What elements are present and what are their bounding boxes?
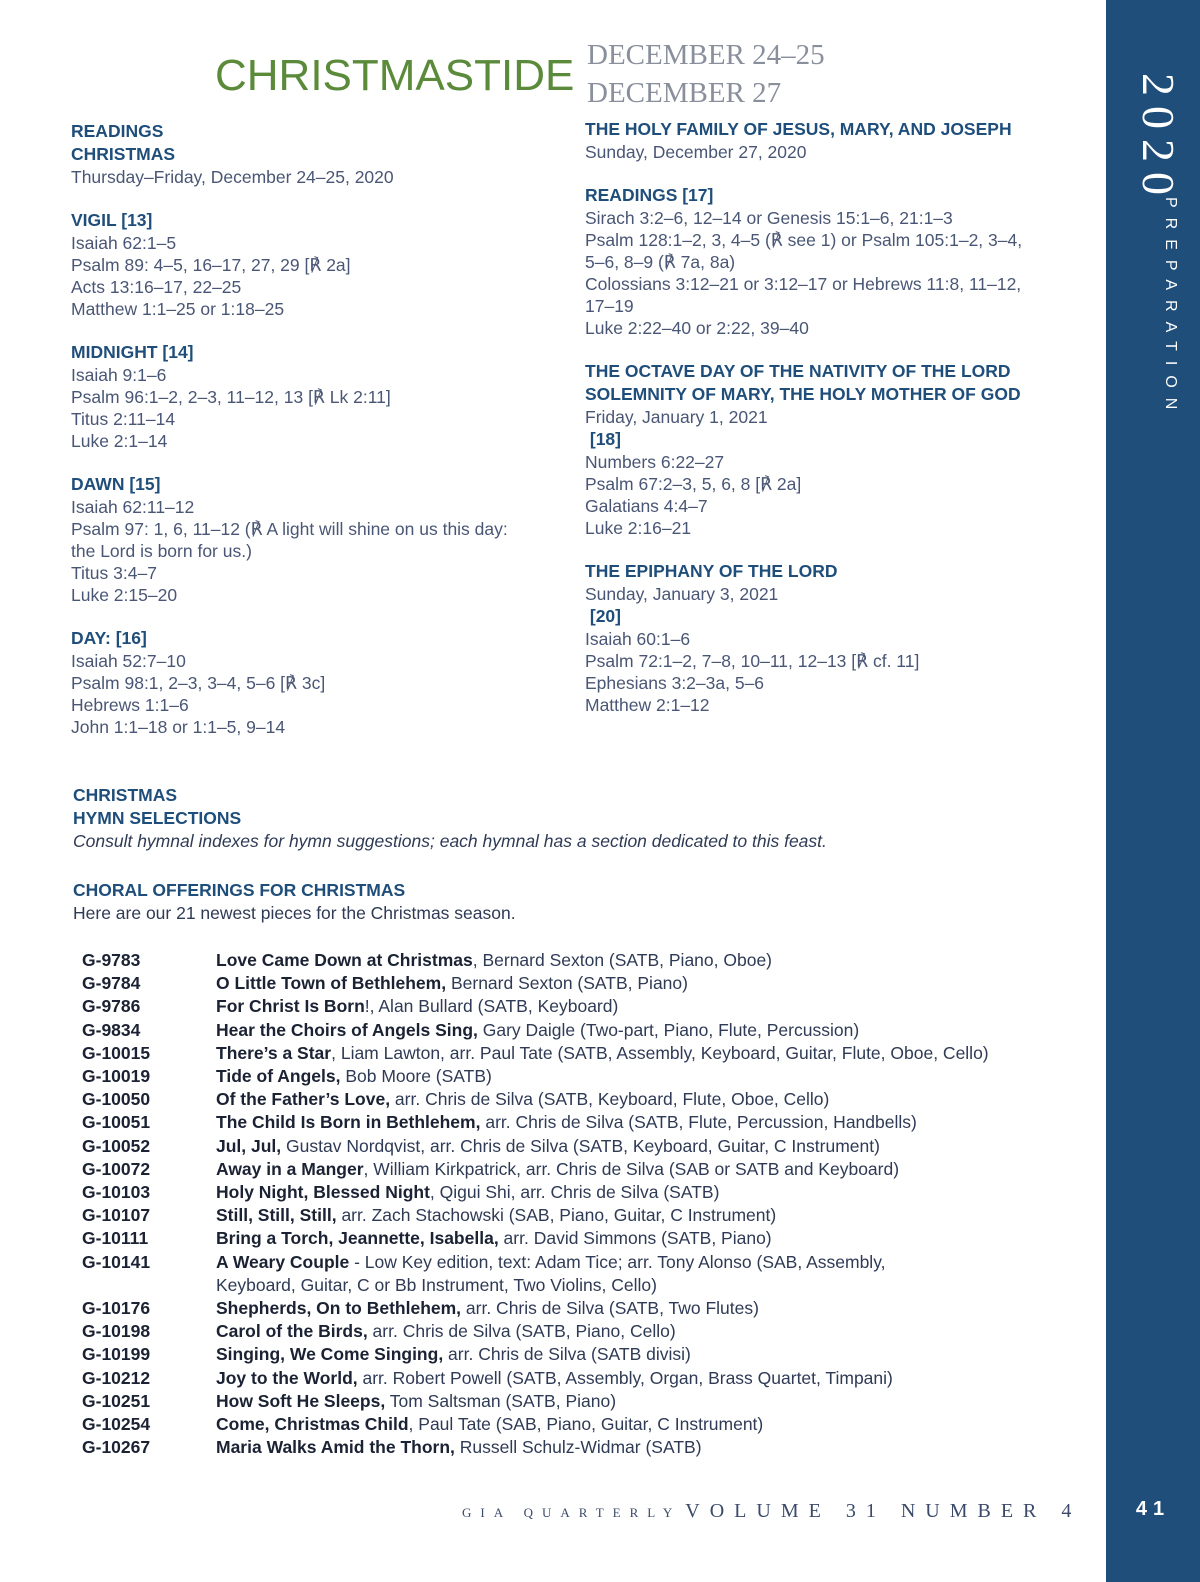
catalog-entry: [216, 949, 1082, 972]
midnight-heading: MIDNIGHT [14]: [71, 342, 194, 362]
catalog-details: arr. David Simmons (SATB, Piano): [498, 1228, 772, 1249]
reading-line: Numbers 6:22–27: [585, 452, 725, 472]
catalog-row: [82, 949, 1082, 972]
catalog-title: A Weary Couple: [216, 1251, 350, 1272]
catalog-row: [82, 1158, 1082, 1181]
reading-line: Isaiah 62:1–5: [71, 233, 177, 253]
catalog-code: G-10267: [82, 1437, 151, 1458]
catalog-row: [82, 1088, 1082, 1111]
catalog-row: [82, 1135, 1082, 1158]
catalog-row: [82, 1227, 1082, 1250]
catalog-row: [82, 1181, 1082, 1204]
hymns-heading-1: CHRISTMAS: [73, 785, 178, 805]
header-dates: [587, 36, 825, 112]
hymns-note: Consult hymnal indexes for hymn suggestions; each hymnal has a section dedicated to this feast.: [73, 831, 827, 851]
christmas-heading: CHRISTMAS: [71, 144, 176, 164]
readings-17-section: [585, 184, 1085, 339]
catalog-row: [82, 1297, 1082, 1320]
catalog-entry: [216, 1320, 1082, 1343]
catalog-title: Maria Walks Amid the Thorn,: [216, 1437, 455, 1458]
epiphany-section: [585, 560, 1085, 716]
catalog-details: Gary Daigle (Two-part, Piano, Flute, Percussion): [477, 1019, 860, 1040]
catalog-entry: [216, 1413, 1082, 1436]
dawn-section: [71, 473, 571, 606]
catalog-entry: [216, 1204, 1082, 1227]
catalog-details: Russell Schulz-Widmar (SATB): [454, 1437, 702, 1458]
catalog-entry: [216, 995, 1082, 1018]
catalog-entry: [216, 1181, 1082, 1204]
catalog-code: G-9784: [82, 973, 141, 994]
catalog-details: arr. Zach Stachowski (SAB, Piano, Guitar, C Instrument): [336, 1205, 777, 1226]
reading-line: Titus 2:11–14: [71, 409, 176, 429]
reading-line: the Lord is born for us.): [71, 541, 252, 561]
octave-heading-2: SOLEMNITY OF MARY, THE HOLY MOTHER OF GOD: [585, 384, 1021, 404]
catalog-row: [82, 1367, 1082, 1390]
catalog-entry: [216, 1227, 1082, 1250]
readings-17-heading: READINGS [17]: [585, 185, 714, 205]
catalog-title: How Soft He Sleeps,: [216, 1390, 386, 1411]
catalog-title: Joy to the World,: [216, 1367, 358, 1388]
catalog-details: , Qigui Shi, arr. Chris de Silva (SATB): [429, 1182, 720, 1203]
reading-line: Psalm 128:1–2, 3, 4–5 (℟ see 1) or Psalm 105:1–2, 3–4,: [585, 230, 1023, 250]
reading-line: Psalm 97: 1, 6, 11–12 (℟ A light will shine on us this day:: [71, 519, 508, 539]
catalog-entry: [216, 1297, 1082, 1320]
catalog-code: G-10019: [82, 1066, 151, 1087]
choral-catalog-list: [82, 949, 1082, 1459]
catalog-details: , Bernard Sexton (SATB, Piano, Oboe): [472, 950, 773, 970]
christmas-dates: Thursday–Friday, December 24–25, 2020: [71, 167, 394, 187]
catalog-code: G-9783: [82, 950, 141, 970]
epiphany-number: [20]: [585, 606, 621, 626]
reading-line: Galatians 4:4–7: [585, 496, 708, 516]
page-title: CHRISTMASTIDE: [215, 51, 575, 100]
right-column: [585, 118, 1085, 737]
catalog-row: [82, 1320, 1082, 1343]
catalog-title: Away in a Manger: [216, 1158, 364, 1179]
catalog-details: arr. Chris de Silva (SATB, Flute, Percussion, Handbells): [480, 1112, 917, 1133]
catalog-details: Bob Moore (SATB): [340, 1066, 492, 1087]
catalog-entry: [216, 1390, 1082, 1413]
reading-line: Acts 13:16–17, 22–25: [71, 277, 242, 297]
catalog-row: [82, 1251, 1082, 1297]
catalog-code: G-10141: [82, 1251, 151, 1272]
header-date-1: DECEMBER 24–25: [587, 39, 825, 71]
catalog-details: arr. Chris de Silva (SATB, Piano, Cello): [367, 1321, 676, 1342]
catalog-details: , Paul Tate (SAB, Piano, Guitar, C Instrument): [408, 1414, 764, 1435]
catalog-entry: [216, 1251, 1082, 1297]
catalog-details: arr. Chris de Silva (SATB, Two Flutes): [461, 1298, 759, 1319]
dawn-heading: DAWN [15]: [71, 474, 161, 494]
day-heading: DAY: [16]: [71, 628, 147, 648]
reading-line: Psalm 72:1–2, 7–8, 10–11, 12–13 [℟ cf. 11]: [585, 651, 920, 671]
catalog-row: [82, 1065, 1082, 1088]
reading-line: Psalm 89: 4–5, 16–17, 27, 29 [℟ 2a]: [71, 255, 351, 275]
reading-line: Psalm 67:2–3, 5, 6, 8 [℟ 2a]: [585, 474, 802, 494]
reading-line: Isaiah 9:1–6: [71, 365, 167, 385]
reading-line: Luke 2:22–40 or 2:22, 39–40: [585, 318, 809, 338]
reading-line: Colossians 3:12–21 or 3:12–17 or Hebrews 11:8, 11–12,: [585, 274, 1022, 294]
catalog-row: [82, 1019, 1082, 1042]
christmas-intro: [71, 120, 571, 188]
epiphany-date: Sunday, January 3, 2021: [585, 584, 779, 604]
octave-date: Friday, January 1, 2021: [585, 407, 768, 427]
catalog-details: arr. Chris de Silva (SATB divisi): [443, 1344, 691, 1365]
reading-line: Isaiah 60:1–6: [585, 629, 691, 649]
catalog-code: G-10198: [82, 1321, 151, 1342]
octave-section: [585, 360, 1085, 539]
sidebar-band: [1106, 0, 1200, 1582]
catalog-title: Love Came Down at Christmas: [216, 950, 473, 970]
reading-line: Luke 2:16–21: [585, 518, 692, 538]
catalog-title: Of the Father’s Love,: [216, 1089, 391, 1110]
catalog-details: Tom Saltsman (SATB, Piano): [385, 1390, 617, 1411]
reading-line: Isaiah 62:11–12: [71, 497, 195, 517]
catalog-title: O Little Town of Bethlehem,: [216, 973, 447, 994]
catalog-title: Still, Still, Still,: [216, 1205, 337, 1226]
reading-line: Isaiah 52:7–10: [71, 651, 186, 671]
catalog-entry: [216, 1158, 1082, 1181]
catalog-code: G-10199: [82, 1344, 151, 1365]
catalog-title: Shepherds, On to Bethlehem,: [216, 1298, 462, 1319]
catalog-row: [82, 972, 1082, 995]
catalog-title: Holy Night, Blessed Night: [216, 1182, 430, 1203]
catalog-code: G-10050: [82, 1089, 151, 1110]
choral-offerings-section: [73, 879, 1073, 924]
catalog-code: G-10052: [82, 1135, 151, 1156]
catalog-row: [82, 1413, 1082, 1436]
catalog-details: arr. Chris de Silva (SATB, Keyboard, Flute, Oboe, Cello): [390, 1089, 830, 1110]
epiphany-heading: THE EPIPHANY OF THE LORD: [585, 561, 838, 581]
reading-line: Titus 3:4–7: [71, 563, 157, 583]
catalog-row: [82, 1111, 1082, 1134]
catalog-entry: [216, 1367, 1082, 1390]
day-section: [71, 627, 571, 738]
vigil-heading: VIGIL [13]: [71, 210, 153, 230]
catalog-row: [82, 1042, 1082, 1065]
hymn-selections-section: [73, 784, 1073, 852]
catalog-details: , Liam Lawton, arr. Paul Tate (SATB, Assembly, Keyboard, Guitar, Flute, Oboe, Cello): [331, 1042, 989, 1063]
reading-line: Ephesians 3:2–3a, 5–6: [585, 673, 765, 693]
reading-line: Psalm 96:1–2, 2–3, 11–12, 13 [℟ Lk 2:11]: [71, 387, 391, 407]
catalog-code: G-10051: [82, 1112, 151, 1133]
catalog-entry: [216, 1135, 1082, 1158]
midnight-section: [71, 341, 571, 452]
catalog-code: G-9834: [82, 1019, 141, 1040]
catalog-code: G-9786: [82, 996, 141, 1017]
catalog-code: G-10251: [82, 1390, 151, 1411]
catalog-row: [82, 1436, 1082, 1459]
choral-intro: Here are our 21 newest pieces for the Christmas season.: [73, 903, 516, 923]
catalog-details: !, Alan Bullard (SATB, Keyboard): [364, 996, 619, 1017]
reading-line: Psalm 98:1, 2–3, 3–4, 5–6 [℟ 3c]: [71, 673, 326, 693]
reading-line: Hebrews 1:1–6: [71, 695, 189, 715]
readings-heading: READINGS: [71, 121, 164, 141]
catalog-entry: [216, 1436, 1082, 1459]
catalog-title: Bring a Torch, Jeannette, Isabella,: [216, 1228, 499, 1249]
catalog-code: G-10107: [82, 1205, 151, 1226]
catalog-title: Come, Christmas Child: [216, 1414, 409, 1435]
reading-line: 17–19: [585, 296, 634, 316]
catalog-row: [82, 1390, 1082, 1413]
header-date-2: DECEMBER 27: [587, 77, 782, 109]
catalog-title: Jul, Jul,: [216, 1135, 282, 1156]
catalog-details-cont: Keyboard, Guitar, C or Bb Instrument, Two Violins, Cello): [216, 1274, 657, 1295]
catalog-title: Tide of Angels,: [216, 1066, 341, 1087]
catalog-entry: [216, 1019, 1082, 1042]
catalog-title: The Child Is Born in Bethlehem,: [216, 1112, 481, 1133]
reading-line: Luke 2:1–14: [71, 431, 168, 451]
catalog-code: G-10015: [82, 1042, 151, 1063]
octave-number: [18]: [585, 429, 621, 449]
catalog-code: G-10254: [82, 1414, 151, 1435]
catalog-row: [82, 1343, 1082, 1366]
choral-heading: CHORAL OFFERINGS FOR CHRISTMAS: [73, 880, 406, 900]
vigil-section: [71, 209, 571, 320]
catalog-code: G-10111: [82, 1228, 149, 1249]
reading-line: Matthew 1:1–25 or 1:18–25: [71, 299, 285, 319]
hymns-heading-2: HYMN SELECTIONS: [73, 808, 242, 828]
catalog-row: [82, 995, 1082, 1018]
holy-family-section: [585, 118, 1085, 163]
catalog-entry: [216, 1042, 1082, 1065]
catalog-code: G-10212: [82, 1367, 151, 1388]
catalog-code: G-10103: [82, 1182, 151, 1203]
catalog-entry: [216, 1111, 1082, 1134]
catalog-code: G-10176: [82, 1298, 151, 1319]
catalog-title: Singing, We Come Singing,: [216, 1344, 444, 1365]
octave-heading-1: THE OCTAVE DAY OF THE NATIVITY OF THE LORD: [585, 361, 1011, 381]
catalog-title: Hear the Choirs of Angels Sing,: [216, 1019, 478, 1040]
catalog-row: [82, 1204, 1082, 1227]
footer-volume: VOLUME 31 NUMBER 4: [685, 1500, 1082, 1522]
catalog-details: Bernard Sexton (SATB, Piano): [446, 973, 688, 994]
catalog-details: Gustav Nordqvist, arr. Chris de Silva (SATB, Keyboard, Guitar, C Instrument): [281, 1135, 880, 1156]
catalog-entry: [216, 1088, 1082, 1111]
holy-family-heading: THE HOLY FAMILY OF JESUS, MARY, AND JOSEPH: [585, 119, 1012, 139]
reading-line: Matthew 2:1–12: [585, 695, 710, 715]
reading-line: Luke 2:15–20: [71, 585, 178, 605]
catalog-entry: [216, 1343, 1082, 1366]
catalog-details: arr. Robert Powell (SATB, Assembly, Organ, Brass Quartet, Timpani): [357, 1367, 893, 1388]
reading-line: Sirach 3:2–6, 12–14 or Genesis 15:1–6, 21:1–3: [585, 208, 953, 228]
catalog-details: - Low Key edition, text: Adam Tice; arr. Tony Alonso (SAB, Assembly,: [349, 1251, 886, 1272]
catalog-title: Carol of the Birds,: [216, 1321, 368, 1342]
footer-publication: GIA QUARTERLY: [462, 1505, 682, 1520]
catalog-details: , William Kirkpatrick, arr. Chris de Silva (SAB or SATB and Keyboard): [363, 1158, 900, 1179]
catalog-entry: [216, 1065, 1082, 1088]
catalog-title: For Christ Is Born: [216, 996, 365, 1017]
sidebar-section-label: PREPARATION: [1162, 197, 1179, 420]
reading-line: John 1:1–18 or 1:1–5, 9–14: [71, 717, 286, 737]
page-number: 41: [1135, 1498, 1171, 1520]
sidebar-year: 2020: [1133, 73, 1184, 205]
catalog-code: G-10072: [82, 1158, 151, 1179]
holy-family-date: Sunday, December 27, 2020: [585, 142, 807, 162]
reading-line: 5–6, 8–9 (℟ 7a, 8a): [585, 252, 736, 272]
catalog-title: There’s a Star: [216, 1042, 332, 1063]
footer: [462, 1500, 1081, 1523]
catalog-entry: [216, 972, 1082, 995]
left-column: [71, 120, 571, 759]
